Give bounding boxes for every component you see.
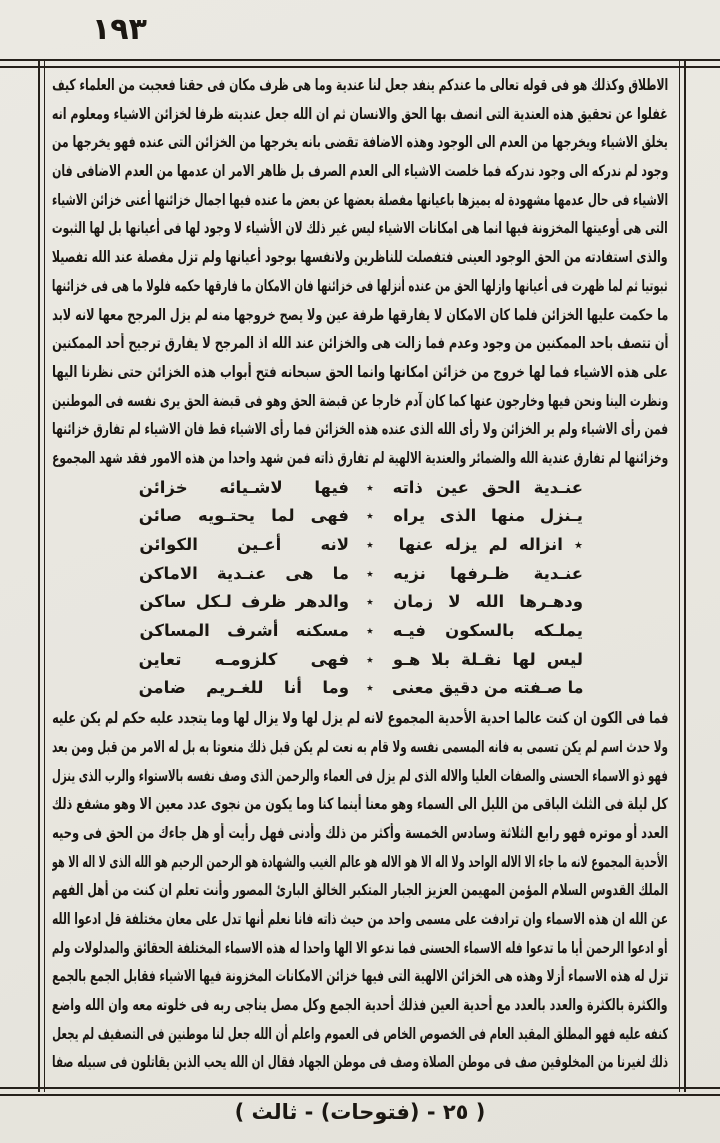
prose-line-text: ثبوتيا ثم لما ظهرت فى أعيانها وازلها الحق من عنده أنزلها فى خزائنها فان الامكان ما فارقها حكمه فلولا ما هى فى خزائنها [52, 276, 668, 295]
prose-line-text: غفلوا عن تحقيق هذه العندية التى انصف بها الحق والانسان ثم ان الله جعل عنديته ظرفا لخزائن الاشياء ومعلوم انه [52, 104, 668, 123]
star-separator-icon: ٭ [366, 680, 374, 697]
hemistich-text: ما صـفته من دقيق معنى [391, 678, 583, 698]
prose-line-text: أو ادعوا الرحمن أيا ما تدعوا فله الاسماء الحسنى فما ندعو الا الها واحدا له هذه الاسماء المختلفة الحقائق والمدلولات ولم [52, 938, 668, 957]
prose-line [52, 128, 668, 157]
hemistich-text: ما هى عنـدية الاماكن [139, 563, 349, 583]
hemistich-text: والدهر ظرف لـكل ساكن [139, 592, 349, 612]
prose-line-text: فمن رأى الاشياء ولم ير الخزائن ولا رأى الله الذى عنده هذه الخزائن فما رأى الاشياء قط فان الاشياء لم تفارق خزائنها [52, 420, 668, 439]
star-separator-icon: ٭ [366, 594, 374, 611]
prose-line-text: الاشياء فى حال عدمها مشهودة له يميزها باعيانها مفصلة بعضها عن بعض ما عنده فيها اجمال خزائنها أعنى خزائن الاشياء [52, 190, 668, 209]
hemistich-left [137, 646, 349, 675]
prose-line-text: ونظرت الينا ونحن فيها وخارجون عنها كما كان آدم خارجا عن قبضة الحق وهو فى قبضة الحق يرى نفسه فى الموطنين [52, 391, 668, 410]
prose-line-text: الأحدية المجموع لانه ما جاء الا الاله الواحد ولا اله الا هو الاله هو عالم الغيب والشهادة هو الرحمن الرحيم هو الله الذى لا اله الا هو [52, 852, 668, 871]
prose-line [52, 905, 668, 934]
hemistich-text: ٭ انزاله لم يزله عنها [398, 535, 583, 554]
hemistich-right [391, 560, 583, 589]
hemistich-text: عنـدية الحق عين ذاته [392, 477, 583, 497]
star-separator-icon: ٭ [366, 651, 374, 668]
prose-line [52, 272, 668, 301]
hemistich-text: فيها لاشـيائه خزائن [138, 477, 349, 497]
hemistich-right [391, 588, 583, 617]
poetry-verse [137, 588, 583, 617]
hemistich-left [137, 531, 349, 560]
prose-line [52, 214, 668, 243]
prose-line [52, 962, 668, 991]
prose-line [52, 790, 668, 819]
hemistich-text: لانه أعـين الكوائن [139, 535, 349, 554]
prose-line-text: وخزائنها لم تفارق عندية الله والضمائر والعندية الالهية لم تفارق ذاته فمن شهد واحدا من هذه الامور فقد شهد المجموع [52, 448, 668, 467]
prose-line-text: أن تتصف باحد الممكنين من وجود وعدم فما زالت هى والخزائن عند الله اذ المرجح لا يفارق ترجيح أحد الممكنين [52, 334, 668, 353]
poetry-verse [137, 617, 583, 646]
frame-right-border [679, 59, 686, 1092]
hemistich-left [137, 588, 349, 617]
prose-line [52, 848, 668, 877]
hemistich-right [391, 502, 583, 531]
poetry-verse [137, 502, 583, 531]
hemistich-left [137, 560, 349, 589]
prose-line-text: كل ليلة فى الثلث الباقى من الليل الى السماء وهو معنا أينما كنا وما يكون من نجوى عدد معين الا وهو مشفع ذلك [52, 795, 668, 814]
prose-line [52, 301, 668, 330]
hemistich-right [391, 474, 583, 503]
prose-line [52, 387, 668, 416]
prose-line [52, 991, 668, 1020]
hemistich-left [137, 674, 349, 703]
hemistich-right [391, 531, 583, 560]
poetry-verse [137, 474, 583, 503]
star-separator-icon: ٭ [366, 537, 374, 553]
prose-line-text: فما فى الكون ان كنت عالما احدية الأحدية المجموع لانه لم يزل لها ولا يزال لها وما يتجدد عليه حكم لم يكن عليه [52, 709, 668, 728]
bottom-double-rule [0, 1087, 720, 1096]
prose-line [52, 243, 668, 272]
prose-line [52, 71, 668, 100]
hemistich-left [137, 617, 349, 646]
hemistich-text: وما أنا للغـريم ضامن [138, 678, 349, 698]
prose-line [52, 444, 668, 473]
prose-line [52, 1048, 668, 1077]
prose-line-text: ذلك لغيرنا من المخلوقين صف فى موطن الصلاة وصف فى موطن الجهاد فقال ان الله يحب الذين يقاتلون فى سبيله صفا [52, 1053, 668, 1072]
prose-line [52, 186, 668, 215]
prose-line-text: العدد أو موتره فهو رابع الثلاثة وسادس الخمسة وأكثر من ذلك وأدنى فهل رأيت أو هل جاءك من الحق فى وحيه [52, 823, 668, 842]
hemistich-text: يملـكه بالسكون فيـه [392, 621, 583, 641]
hemistich-right [391, 646, 583, 675]
hemistich-right [391, 617, 583, 646]
hemistich-text: عنـدية ظـرفها نزيه [393, 563, 583, 583]
prose-line-text: تزل له هذه الاسماء أزلا وهذه هى الخزائن الالهية التى فيها خزائن الامكانات المخزونة فيها الاشياء فقابل الجمع بالجمع [52, 967, 668, 986]
hemistich-text: ليس لها نقـلة بلا هـو [392, 649, 583, 669]
hemistich-text: فهى كلزومـه تعاين [138, 649, 349, 669]
prose-line [52, 733, 668, 762]
hemistich-left [137, 502, 349, 531]
prose-line-text: على هذه الاشياء فما لها خروج من خزائن امكانها وانما الحق سبحانه فتح أبواب هذه الخزائن حتى نظرنا اليها [52, 362, 668, 381]
prose-line-text: وجود لم ندركه الى وجود ندركه فما خلصت الاشياء الى العدم الصرف بل ظاهر الامر ان عدمها من العدم الاضافى فان [52, 162, 668, 181]
poetry-verse [137, 674, 583, 703]
hemistich-text: يـنزل منها الذى يراه [393, 506, 583, 526]
prose-line-text: الملك القدوس السلام المؤمن المهيمن العزيز الجبار المتكبر الخالق البارئ المصور وأنت تعلم ان كنت من أهل الفهم [52, 881, 668, 900]
footer-signature: ( ٢٥ - (فتوحات) - ثالث ) [234, 1100, 486, 1124]
prose-line-text: ما حكمت عليها الخزائن فلما كان الامكان لا يفارقها طرفة عين ولا يصح خروجها منه لم يزل المرجح معها لانه لابد [52, 305, 668, 324]
prose-line [52, 934, 668, 963]
prose-line [52, 100, 668, 129]
prose-line [52, 819, 668, 848]
poem-block [52, 473, 668, 705]
prose-line [52, 762, 668, 791]
prose-line [52, 358, 668, 387]
prose-line-text: والذى استفادته من الحق الوجود العينى فتفصلت للناظرين ولانفسها بوجود أعيانها ولم تزل مفصلة عند الله تفصيلا [52, 248, 668, 267]
prose-line [52, 157, 668, 186]
hemistich-text: ودهـرها الله لا زمان [393, 592, 583, 612]
poetry-verse [137, 646, 583, 675]
hemistich-text: مسكنه أشرف المساكن [139, 621, 349, 641]
top-double-rule [0, 59, 720, 68]
hemistich-right [391, 674, 583, 703]
prose-line [52, 704, 668, 733]
prose-line-text: والكثرة بالكثرة والعدد بالعدد مع أحدية العين فذلك أحدية الجمع وكل مصل يناجى ربه فى خلوته معه وان الله واضع [52, 996, 668, 1014]
prose-line [52, 876, 668, 905]
page-text-block [52, 71, 668, 1077]
prose-line-text: ولا حدث اسم لم يكن تسمى به فانه المسمى نفسه ولا قام به نعت لم يكن قبل ذلك منعوتا به بل له الامر من قبل ومن بعد [52, 737, 668, 756]
prose-line [52, 1020, 668, 1049]
star-separator-icon: ٭ [366, 508, 374, 525]
star-separator-icon: ٭ [366, 479, 374, 496]
prose-line-text: يخلق الاشياء ويخرجها من العدم الى الوجود وهذه الاضافة تقضى بانه يخرجها من الخزائن التى عنده فهو يخرجها من [52, 133, 668, 152]
prose-line-text: فهو ذو الاسماء الحسنى والصفات العليا والاله الذى لم يزل فى العماء والرحمن الذى وصف نفسه بالاستواء والرب الذى ينزل [52, 766, 668, 785]
prose-line [52, 329, 668, 358]
star-separator-icon: ٭ [366, 623, 374, 640]
prose-line-text: الاطلاق وكذلك هو فى قوله تعالى ما عندكم ينفد جعل لنا عندية وما هى ظرف مكان فى حقنا فعجبت من العلماء كيف [52, 76, 668, 94]
star-separator-icon: ٭ [366, 565, 374, 582]
poetry-verse [137, 531, 583, 560]
prose-line-text: عن الله ان هذه الاسماء وان ترادفت على مسمى واحد من حيث ذاته فانا نعلم أنها تدل على معان مختلفة قل ادعوا الله [52, 909, 668, 928]
frame-left-border [38, 59, 45, 1092]
hemistich-text: فهى لما يحتـويه صائن [138, 506, 349, 526]
prose-line-text: كنفه عليه فهو المطلق المقيد العام فى الخصوص الخاص فى العموم واعلم أن الله جعل لنا موطنين فى التصفيف لم يجعل [52, 1024, 668, 1043]
prose-line-text: التى هى أوعيتها المخزونة فيها انما هى امكانات الاشياء ليس غير ذلك لان الأشياء لا وجود لها فى أعيانها بل لها الثبوت [52, 219, 668, 238]
poetry-verse [137, 560, 583, 589]
hemistich-left [137, 474, 349, 503]
page-number: ١٩٣ [92, 12, 147, 47]
prose-line [52, 415, 668, 444]
